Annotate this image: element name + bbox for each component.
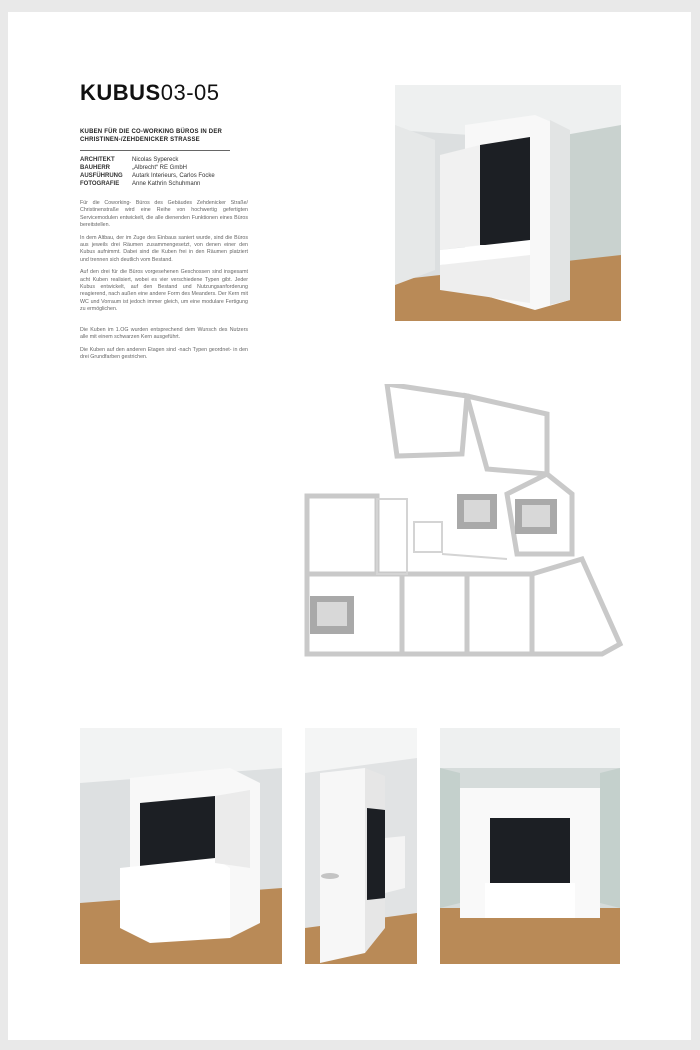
- credits-table: [80, 156, 215, 188]
- credit-row: [80, 164, 215, 172]
- title-bold: KUBUS: [80, 80, 161, 105]
- credit-label: AUSFÜHRUNG: [80, 173, 123, 179]
- credit-value: Anne Kathrin Schuhmann: [132, 181, 201, 187]
- photo-cube-kitchen: [80, 728, 282, 964]
- credit-label: FOTOGRAFIE: [80, 181, 120, 187]
- credit-row: [80, 156, 215, 164]
- credit-value: Nicolas Sypereck: [132, 157, 179, 163]
- paragraph: Die Kuben im 1.OG wurden entsprechend dem Wunsch des Nutzers alle mit einem schwarzen Kern ausgeführt.: [80, 326, 248, 341]
- project-title: [80, 80, 220, 106]
- description-text: [80, 200, 248, 366]
- divider-line: [80, 150, 230, 151]
- photo-cube-front: [440, 728, 620, 964]
- paragraph: Die Kuben auf den anderen Etagen sind -nach Typen geordnet- in den drei Grundfarben gestrichen.: [80, 346, 248, 360]
- credit-value: „Albrecht“ RE GmbH: [132, 165, 188, 171]
- credit-label: BAUHERR: [80, 165, 110, 171]
- credit-value: Autark Interieurs, Carlos Focke: [132, 173, 215, 179]
- title-light: 03-05: [160, 80, 220, 105]
- paragraph: Für die Coworking- Büros des Gebäudes Zehdenicker Straße/ Christinenstraße wird eine Reihe von hochwertig gefertigten Servicemodulen entwickelt, die alle dienenden Funktionen eines Büros bereitstellen.: [80, 200, 248, 229]
- credit-row: [80, 172, 215, 180]
- photo-cube-side: [305, 728, 417, 964]
- floor-plan: [302, 384, 624, 664]
- paragraph: Auf den drei für die Büros vorgesehenen Geschossen sind insgesamt acht Kuben realisiert, wobei es vier verschiedene Typen gibt. Jeder Kubus entwickelt, auf den Bestand und Nutzungsanforderung reagierend, nach außen eine andere Form des Meanders. Der Kern mit WC und Vorraum ist jedoch immer gleich, um eine modulare Fertigung zu ermöglichen.: [80, 269, 248, 313]
- credit-label: ARCHITEKT: [80, 157, 115, 163]
- credit-row: [80, 180, 215, 188]
- paragraph: In dem Altbau, der im Zuge des Einbaus saniert wurde, sind die Büros aus jeweils drei Räumen zusammengesetzt, von denen einer den Kubus aufnimmt. Dabei sind die Kuben frei in den Räumen platziert und trennen sich deutlich vom Bestand.: [80, 234, 248, 263]
- photo-cube-angle: [395, 85, 621, 321]
- project-subtitle: KUBEN FÜR DIE CO-WORKING BÜROS IN DER CHRISTINEN-/ZEHDENICKER STRASSE: [80, 129, 223, 143]
